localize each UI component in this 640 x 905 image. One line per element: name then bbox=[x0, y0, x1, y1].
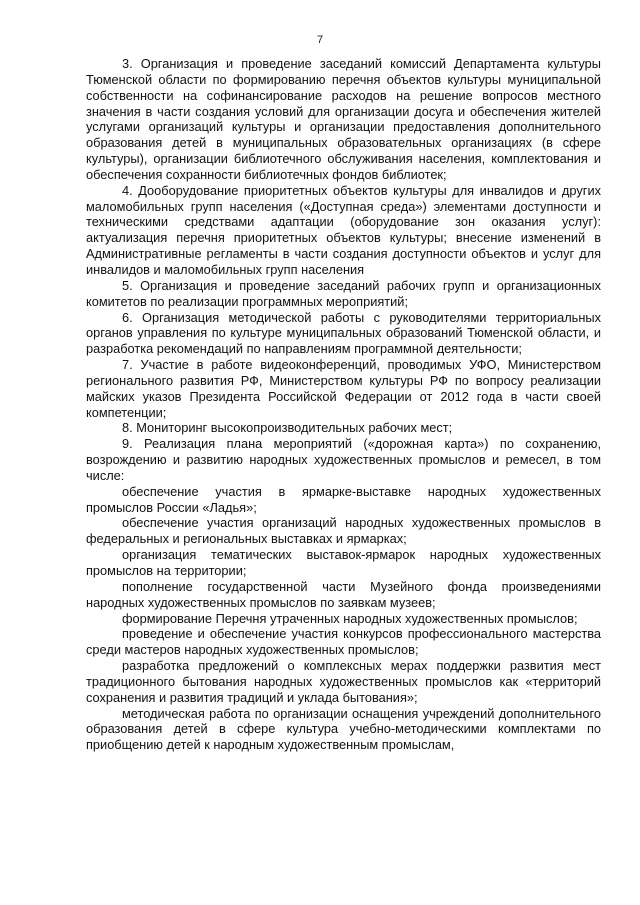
paragraph-item-8: 8. Мониторинг высокопроизводительных рабочих мест; bbox=[122, 420, 453, 436]
paragraph-item-9: 9. Реализация плана мероприятий («дорожная карта») по сохранению, возрождению и развитию народных художественных промыслов и ремесел, в том числе: bbox=[86, 436, 601, 483]
subitem-lost-crafts-list: формирование Перечня утраченных народных художественных промыслов; bbox=[122, 610, 578, 626]
paragraph-item-3: 3. Организация и проведение заседаний комиссий Департамента культуры Тюменской области по формированию перечня объектов культуры муниципальной собственности на софинансирование расходов на решение вопросов местного значения в части создания условий для организации досуга и обеспечения жителей услугами организаций культуры и организации предоставления дополнительного образования детей в муниципальных образовательных организациях (в сфере культуры), организации библиотечного обслуживания населения, комплектования и обеспечения сохранности библиотечных фондов библиотек; bbox=[86, 56, 601, 182]
paragraph-item-7: 7. Участие в работе видеоконференций, проводимых УФО, Министерством регионального развития РФ, Министерством культуры РФ по вопросу реализации майских указов Президента Российской Федерации от 2012 года в части своей компетенции; bbox=[86, 357, 601, 420]
subitem-museum-fund: пополнение государственной части Музейного фонда произведениями народных художественных промыслов по заявкам музеев; bbox=[86, 578, 601, 610]
subitem-skill-contests: проведение и обеспечение участия конкурсов профессионального мастерства среди мастеров народных художественных промыслов; bbox=[86, 626, 601, 658]
subitem-ladya-fair: обеспечение участия в ярмарке-выставке народных художественных промыслов России «Ладья»; bbox=[86, 483, 601, 515]
paragraph-item-4: 4. Дооборудование приоритетных объектов культуры для инвалидов и других маломобильных групп населения («Доступная среда») элементами доступности и техническими средствами адаптации (оборудование зон оказания услуг): актуализация перечня приоритетных объектов культуры; внесение изменений в Административные регламенты в части создания доступности объектов и услуг для инвалидов и маломобильных групп населения bbox=[86, 182, 601, 277]
page-number: 7 bbox=[316, 34, 324, 46]
subitem-methodical-work: методическая работа по организации оснащения учреждений дополнительного образования детей в сфере культура учебно-методическими комплектами по приобщению детей к народным художественным промыслам, bbox=[86, 705, 601, 753]
subitem-support-measures: разработка предложений о комплексных мерах поддержки развития мест традиционного бытования народных художественных промыслов как «территорий сохранения и развития традиций и уклада бытования»; bbox=[86, 658, 601, 705]
paragraph-item-5: 5. Организация и проведение заседаний рабочих групп и организационных комитетов по реализации программных мероприятий; bbox=[86, 277, 601, 309]
subitem-exhibitions-participation: обеспечение участия организаций народных художественных промыслов в федеральных и региональных выставках и ярмарках; bbox=[86, 515, 601, 547]
subitem-thematic-exhibitions: организация тематических выставок-ярмарок народных художественных промыслов на территории; bbox=[86, 547, 601, 578]
paragraph-item-6: 6. Организация методической работы с руководителями территориальных органов управления по культуре муниципальных образований Тюменской области, и разработка рекомендаций по направлениям программной деятельности; bbox=[86, 309, 601, 357]
document-body bbox=[86, 56, 601, 753]
